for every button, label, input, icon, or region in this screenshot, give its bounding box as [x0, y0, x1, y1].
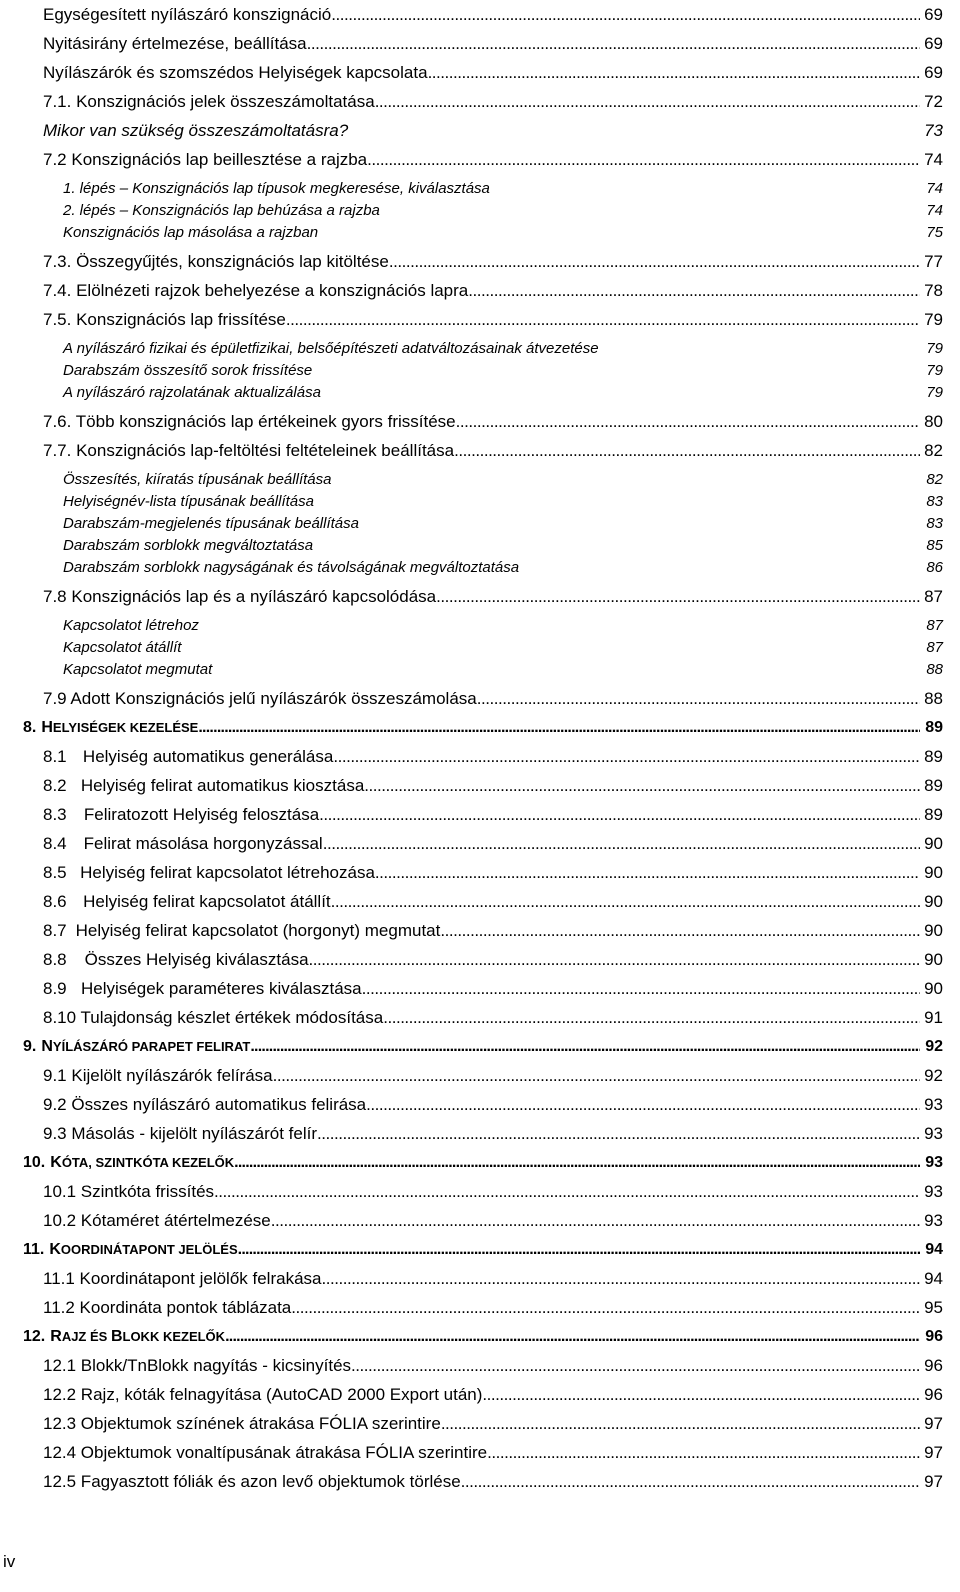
toc-dot-leader — [291, 1297, 920, 1319]
toc-entry-number: 8.3 — [43, 805, 67, 824]
toc-subentry[interactable] — [63, 513, 943, 537]
toc-page-number: 94 — [925, 1241, 943, 1258]
toc-entry-title: Helyiségnév-lista típusának beállítása — [63, 493, 314, 510]
toc-dot-leader — [198, 717, 920, 739]
toc-chapter[interactable] — [23, 717, 943, 741]
toc-entry-title: 8.10 Tulajdonság készlet értékek módosítása — [43, 1008, 384, 1027]
toc-entry-title: Mikor van szükség összeszámoltatásra? — [43, 121, 349, 140]
toc-entry-title: Darabszám sorblokk nagyságának és távolságának megváltoztatása — [63, 559, 520, 576]
toc-dot-leader — [307, 33, 920, 55]
toc-dot-leader — [364, 775, 920, 797]
toc-page-number: 97 — [924, 1472, 943, 1491]
toc-entry-title: 11.1 Koordinátapont jelölők felrakása — [43, 1269, 322, 1288]
toc-entry-title: 7.5. Konszignációs lap frissítése — [43, 310, 286, 329]
toc-entry-number: 8.6 — [43, 892, 67, 911]
toc-page-number: 97 — [924, 1443, 943, 1462]
toc-entry-title: A nyílászáró fizikai és épületfizikai, belsőépítészeti adatváltozásainak átvezetése — [63, 340, 599, 357]
toc-page-number: 74 — [926, 180, 943, 197]
toc-entry[interactable] — [43, 280, 943, 304]
toc-dot-leader — [273, 1065, 920, 1087]
toc-page-number: 92 — [925, 1038, 943, 1055]
toc-entry-number: 8.1 — [43, 747, 67, 766]
toc-entry-title: HELYISÉGEK KEZELÉSE — [41, 719, 199, 736]
toc-page-number: 93 — [924, 1095, 943, 1114]
toc-entry-title: 12.2 Rajz, kóták felnagyítása (AutoCAD 2000 Export után) — [43, 1385, 483, 1404]
toc-dot-leader — [238, 1239, 920, 1261]
toc-entry-title: Nyitásirány értelmezése, beállítása — [43, 34, 307, 53]
toc-dot-leader — [375, 862, 920, 884]
toc-entry-title: 7.2 Konszignációs lap beillesztése a rajzba — [43, 150, 368, 169]
toc-entry[interactable] — [43, 775, 943, 799]
toc-page-number: 93 — [924, 1211, 943, 1230]
toc-entry-title: 7.4. Elölnézeti rajzok behelyezése a konszignációs lapra — [43, 281, 469, 300]
toc-entry[interactable] — [43, 949, 943, 973]
toc-subentry[interactable] — [63, 659, 943, 683]
toc-entry[interactable] — [43, 1471, 943, 1495]
toc-dot-leader — [317, 1123, 920, 1145]
toc-entry-number: 11. — [23, 1241, 45, 1258]
toc-entry-title: Helyiség felirat kapcsolatot (horgonyt) megmutat — [75, 921, 441, 940]
toc-entry-number: 8.8 — [43, 950, 67, 969]
toc-entry[interactable] — [43, 411, 943, 435]
toc-page-number: 89 — [924, 805, 943, 824]
toc-dot-leader — [331, 4, 920, 26]
toc-dot-leader — [383, 1007, 920, 1029]
toc-entry[interactable] — [43, 1007, 943, 1031]
toc-entry-title: NYÍLÁSZÁRÓ PARAPET FELIRAT — [41, 1038, 251, 1055]
toc-entry-title: 10.1 Szintkóta frissítés — [43, 1182, 215, 1201]
toc-entry-title: Darabszám összesítő sorok frissítése — [63, 362, 313, 379]
toc-subentry[interactable] — [63, 382, 943, 406]
toc-dot-leader — [225, 1326, 920, 1348]
toc-subentry[interactable] — [63, 469, 943, 493]
toc-page-number: 93 — [925, 1154, 943, 1171]
toc-entry-title: 12.4 Objektumok vonaltípusának átrakása FÓLIA szerintire — [43, 1443, 488, 1462]
toc-entry-title: Kapcsolatot létrehoz — [63, 617, 199, 634]
toc-entry-number: 8.9 — [43, 979, 67, 998]
toc-entry[interactable] — [43, 33, 943, 57]
toc-entry-title: KOORDINÁTAPONT JELÖLÉS — [49, 1241, 238, 1258]
toc-page-number: 85 — [926, 537, 943, 554]
toc-entry[interactable] — [43, 440, 943, 464]
toc-entry[interactable] — [43, 4, 943, 28]
toc-entry[interactable] — [43, 1355, 943, 1379]
toc-page-number: 90 — [924, 863, 943, 882]
toc-subentry[interactable] — [63, 637, 943, 661]
toc-page-number: 97 — [924, 1414, 943, 1433]
toc-entry-number: 8.5 — [43, 863, 67, 882]
toc-page-number: 72 — [924, 92, 943, 111]
toc-entry-title: 12.1 Blokk/TnBlokk nagyítás - kicsinyítés — [43, 1356, 352, 1375]
toc-entry[interactable] — [43, 251, 943, 275]
toc-entry-title: 7.7. Konszignációs lap-feltöltési feltételeinek beállítása — [43, 441, 455, 460]
toc-entry-number: 8.2 — [43, 776, 67, 795]
toc-page-number: 96 — [925, 1328, 943, 1345]
toc-page-number: 90 — [924, 921, 943, 940]
toc-entry-title: Darabszám sorblokk megváltoztatása — [63, 537, 314, 554]
toc-page-number: 93 — [924, 1182, 943, 1201]
toc-entry-title: Helyiség felirat automatikus kiosztása — [80, 776, 365, 795]
toc-page-number: 93 — [924, 1124, 943, 1143]
toc-entry-title: KÓTA, SZINTKÓTA KEZELŐK — [50, 1154, 235, 1171]
toc-dot-leader — [436, 586, 920, 608]
toc-entry-title: 11.2 Koordináta pontok táblázata — [43, 1298, 292, 1317]
toc-subentry[interactable] — [63, 557, 943, 581]
toc-page-number: 79 — [926, 384, 943, 401]
toc-dot-leader — [271, 1210, 920, 1232]
toc-entry-title: Helyiség felirat kapcsolatot átállít — [83, 892, 331, 911]
toc-subentry[interactable] — [63, 200, 943, 224]
toc-dot-leader — [321, 1268, 920, 1290]
toc-page-number: 74 — [924, 150, 943, 169]
toc-chapter[interactable] — [23, 1239, 943, 1263]
toc-page-number: 92 — [924, 1066, 943, 1085]
toc-entry[interactable] — [43, 862, 943, 886]
toc-dot-leader — [351, 1355, 920, 1377]
toc-page-number: 75 — [926, 224, 943, 241]
toc-page-number: 69 — [924, 5, 943, 24]
toc-page-number: 79 — [924, 310, 943, 329]
toc-dot-leader — [250, 1036, 920, 1058]
toc-page-number: 90 — [924, 979, 943, 998]
toc-entry[interactable] — [43, 586, 943, 610]
toc-subentry[interactable] — [63, 222, 943, 246]
toc-page-number: 88 — [924, 689, 943, 708]
toc-chapter[interactable] — [23, 1152, 943, 1176]
toc-entry-title: 7.8 Konszignációs lap és a nyílászáró kapcsolódása — [43, 587, 437, 606]
toc-subentry[interactable] — [63, 615, 943, 639]
toc-entry[interactable] — [43, 688, 943, 712]
toc-entry-title: Összesítés, kiíratás típusának beállítása — [63, 471, 332, 488]
toc-page-number: 79 — [926, 340, 943, 357]
toc-entry[interactable] — [43, 120, 943, 144]
toc-entry[interactable] — [43, 1065, 943, 1089]
toc-entry-title: 7.3. Összegyűjtés, konszignációs lap kitöltése — [43, 252, 389, 271]
toc-entry-title: Összes Helyiség kiválasztása — [84, 950, 309, 969]
toc-entry-number: 8. — [23, 719, 37, 736]
toc-entry[interactable] — [43, 1094, 943, 1118]
toc-page-number: 87 — [926, 617, 943, 634]
toc-page-number: 94 — [924, 1269, 943, 1288]
toc-dot-leader — [234, 1152, 920, 1174]
toc-entry-number: 12. — [23, 1328, 46, 1345]
toc-entry-title: 9.3 Másolás - kijelölt nyílászárót felír — [43, 1124, 317, 1143]
toc-entry-number: 8.7 — [43, 921, 67, 940]
toc-page-number: 90 — [924, 834, 943, 853]
toc-entry-number: 9. — [23, 1038, 37, 1055]
toc-subentry[interactable] — [63, 178, 943, 202]
toc-entry[interactable] — [43, 149, 943, 173]
toc-entry[interactable] — [43, 1268, 943, 1292]
toc-page-number: 86 — [926, 559, 943, 576]
toc-entry-title: Helyiség felirat kapcsolatot létrehozása — [80, 863, 375, 882]
toc-dot-leader — [440, 920, 920, 942]
toc-page-number: 80 — [924, 412, 943, 431]
toc-entry-title: Helyiségek paraméteres kiválasztása — [81, 979, 362, 998]
toc-page-number: 89 — [924, 776, 943, 795]
toc-page-number: 90 — [924, 950, 943, 969]
toc-entry-number: 10. — [23, 1154, 46, 1171]
toc-page-number: 78 — [924, 281, 943, 300]
toc-entry-title: Feliratozott Helyiség felosztása — [83, 805, 320, 824]
toc-dot-leader — [319, 804, 920, 826]
toc-entry-title: Felirat másolása horgonyzással — [83, 834, 323, 853]
toc-page-number: 90 — [924, 892, 943, 911]
toc-page-number: 95 — [924, 1298, 943, 1317]
footer-page-number: iv — [3, 1552, 16, 1571]
toc-page-number: 73 — [924, 121, 943, 140]
toc-entry-title: 12.3 Objektumok színének átrakása FÓLIA szerintire — [43, 1414, 441, 1433]
toc-subentry[interactable] — [63, 535, 943, 559]
toc-subentry[interactable] — [63, 491, 943, 515]
toc-entry[interactable] — [43, 1210, 943, 1234]
toc-page-number: 88 — [926, 661, 943, 678]
toc-page-number: 96 — [924, 1356, 943, 1375]
toc-page-number: 82 — [926, 471, 943, 488]
toc-dot-leader — [389, 251, 920, 273]
toc-entry-title: 7.6. Több konszignációs lap értékeinek gyors frissítése — [43, 412, 456, 431]
toc-dot-leader — [461, 1471, 920, 1493]
toc-page-number: 87 — [924, 587, 943, 606]
toc-dot-leader — [456, 411, 920, 433]
toc-entry-title: 9.2 Összes nyílászáró automatikus felirása — [43, 1095, 367, 1114]
toc-entry-title: Konszignációs lap másolása a rajzban — [63, 224, 319, 241]
toc-entry[interactable] — [43, 804, 943, 828]
toc-entry[interactable] — [43, 1442, 943, 1466]
toc-dot-leader — [468, 280, 920, 302]
toc-entry-title: 7.9 Adott Konszignációs jelű nyílászárók összeszámolása — [43, 689, 477, 708]
toc-entry-title: RAJZ ÉS BLOKK KEZELŐK — [50, 1328, 226, 1345]
toc-entry[interactable] — [43, 91, 943, 115]
toc-entry-title: Kapcsolatot átállít — [63, 639, 182, 656]
toc-dot-leader — [214, 1181, 920, 1203]
toc-entry-title: 2. lépés – Konszignációs lap behúzása a rajzba — [63, 202, 380, 219]
toc-entry[interactable] — [43, 1413, 943, 1437]
toc-page-number: 79 — [926, 362, 943, 379]
toc-entry-title: Darabszám-megjelenés típusának beállítása — [63, 515, 359, 532]
toc-entry-title: 1. lépés – Konszignációs lap típusok megkeresése, kiválasztása — [63, 180, 490, 197]
toc-page-number: 82 — [924, 441, 943, 460]
toc-dot-leader — [487, 1442, 920, 1464]
toc-dot-leader — [333, 746, 920, 768]
toc-entry-title: Egységesített nyílászáró konszignáció — [43, 5, 332, 24]
toc-page-number: 83 — [926, 493, 943, 510]
toc-dot-leader — [477, 688, 920, 710]
toc-dot-leader — [362, 978, 920, 1000]
toc-entry-title: Kapcsolatot megmutat — [63, 661, 213, 678]
toc-dot-leader — [309, 949, 920, 971]
toc-entry[interactable] — [43, 746, 943, 770]
toc-page-number: 83 — [926, 515, 943, 532]
toc-entry[interactable] — [43, 62, 943, 86]
toc-entry-title: Helyiség automatikus generálása — [82, 747, 334, 766]
toc-dot-leader — [286, 309, 920, 331]
toc-page-number: 96 — [924, 1385, 943, 1404]
toc-subentry[interactable] — [63, 360, 943, 384]
toc-page-number: 91 — [924, 1008, 943, 1027]
toc-dot-leader — [482, 1384, 920, 1406]
toc-page-number: 89 — [924, 747, 943, 766]
toc-page-number: 74 — [926, 202, 943, 219]
toc-entry[interactable] — [43, 1297, 943, 1321]
toc-page-number: 69 — [924, 63, 943, 82]
toc-page-number: 87 — [926, 639, 943, 656]
toc-dot-leader — [367, 149, 920, 171]
toc-entry[interactable] — [43, 920, 943, 944]
toc-page-number: 77 — [924, 252, 943, 271]
toc-entry[interactable] — [43, 1123, 943, 1147]
toc-dot-leader — [428, 62, 920, 84]
toc-entry-title: 7.1. Konszignációs jelek összeszámoltatása — [43, 92, 375, 111]
toc-page-number: 89 — [925, 719, 943, 736]
toc-entry[interactable] — [43, 1384, 943, 1408]
toc-entry[interactable] — [43, 978, 943, 1002]
toc-dot-leader — [366, 1094, 920, 1116]
toc-entry-number: 8.4 — [43, 834, 67, 853]
toc-dot-leader — [375, 91, 920, 113]
toc-entry-title: Nyílászárók és szomszédos Helyiségek kapcsolata — [43, 63, 428, 82]
toc-chapter[interactable] — [23, 1326, 943, 1350]
toc-entry[interactable] — [43, 891, 943, 915]
toc-dot-leader — [331, 891, 920, 913]
toc-chapter[interactable] — [23, 1036, 943, 1060]
toc-dot-leader — [323, 833, 920, 855]
toc-entry-title: 9.1 Kijelölt nyílászárók felírása — [43, 1066, 273, 1085]
toc-page-number: 69 — [924, 34, 943, 53]
toc-entry[interactable] — [43, 1181, 943, 1205]
toc-entry-title: A nyílászáró rajzolatának aktualizálása — [63, 384, 321, 401]
toc-entry-title: 12.5 Fagyasztott fóliák és azon levő objektumok törlése — [43, 1472, 461, 1491]
toc-dot-leader — [454, 440, 920, 462]
toc-entry[interactable] — [43, 833, 943, 857]
toc-dot-leader — [441, 1413, 920, 1435]
toc-entry-title: 10.2 Kótaméret átértelmezése — [43, 1211, 271, 1230]
toc-entry[interactable] — [43, 309, 943, 333]
toc-subentry[interactable] — [63, 338, 943, 362]
